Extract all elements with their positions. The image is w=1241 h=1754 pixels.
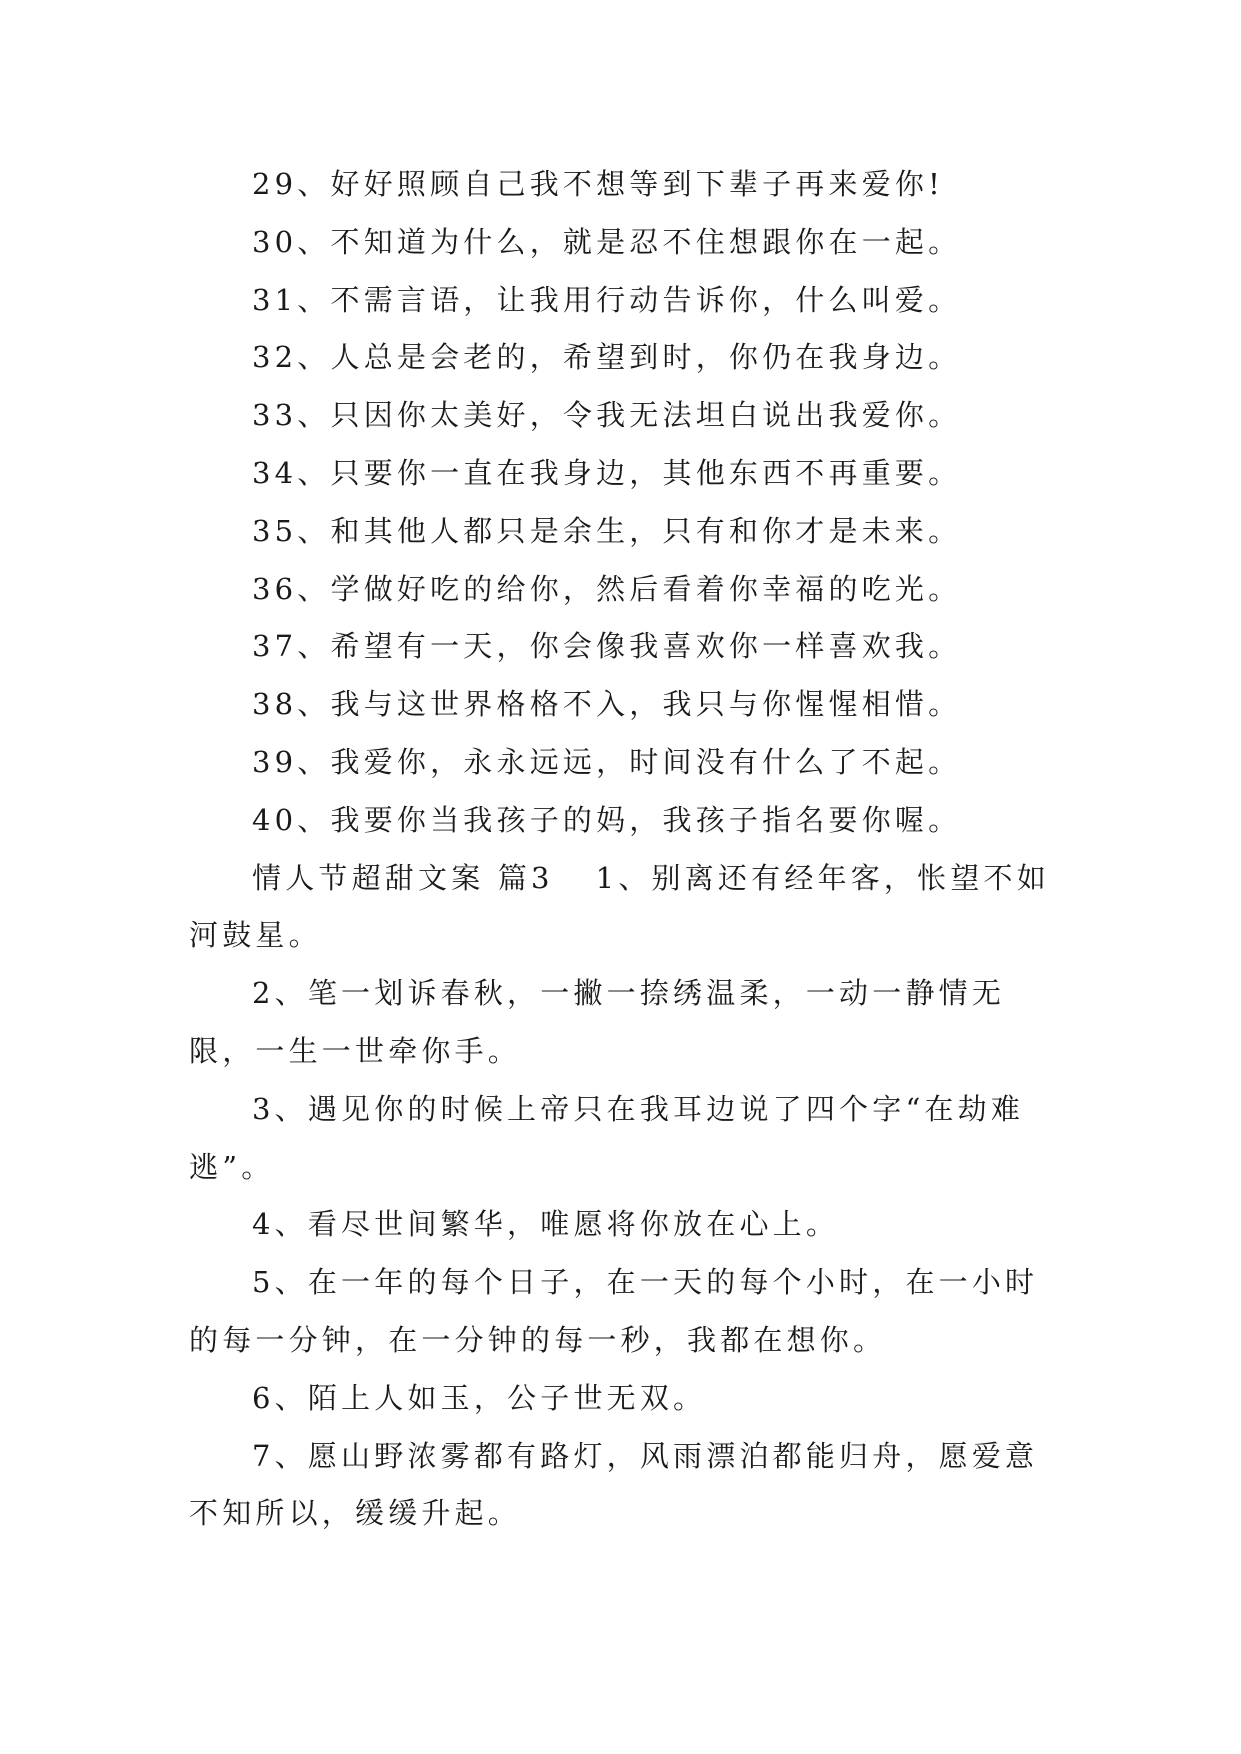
paragraph: 6、陌上人如玉，公子世无双。 [252,1380,707,1415]
list-item: 32、人总是会老的，希望到时，你仍在我身边。 [252,340,962,375]
paragraph: 2、笔一划诉春秋，一撇一捺绣温柔，一动一静情无限，一生一世牵你手。 [189,976,1006,1068]
section-first-item: 1、别离还有经年客，怅望不如河鼓星。 [189,860,1050,953]
section-heading: 情人节超甜文案 篇3 [252,860,554,895]
list-item: 38、我与这世界格格不入，我只与你惺惺相惜。 [252,687,962,722]
paragraph: 3、遇见你的时候上帝只在我耳边说了四个字“在劫难逃”。 [189,1091,1025,1184]
list-item: 40、我要你当我孩子的妈，我孩子指名要你喔。 [252,802,962,837]
list-item: 29、好好照顾自己我不想等到下辈子再来爱你! [252,167,944,201]
list-item: 37、希望有一天，你会像我喜欢你一样喜欢我。 [252,629,962,664]
paragraph: 7、愿山野浓雾都有路灯，风雨漂泊都能归舟，愿爱意不知所以，缓缓升起。 [189,1438,1039,1531]
list-item: 30、不知道为什么，就是忍不住想跟你在一起。 [252,224,962,259]
list-item: 39、我爱你，永永远远，时间没有什么了不起。 [252,744,962,779]
section-paragraph [189,850,1059,966]
list-item: 34、只要你一直在我身边，其他东西不再重要。 [252,455,962,490]
paragraph: 4、看尽世间繁华，唯愿将你放在心上。 [252,1207,840,1242]
document-body [189,156,1059,1543]
list-item: 31、不需言语，让我用行动告诉你，什么叫爱。 [252,282,962,317]
list-item: 33、只因你太美好，令我无法坦白说出我爱你。 [252,398,962,433]
paragraph: 5、在一年的每个日子，在一天的每个小时，在一小时的每一分钟，在一分钟的每一秒，我都在想你。 [189,1265,1039,1357]
list-item: 36、学做好吃的给你，然后看着你幸福的吃光。 [252,571,962,606]
list-item: 35、和其他人都只是余生，只有和你才是未来。 [252,513,962,548]
